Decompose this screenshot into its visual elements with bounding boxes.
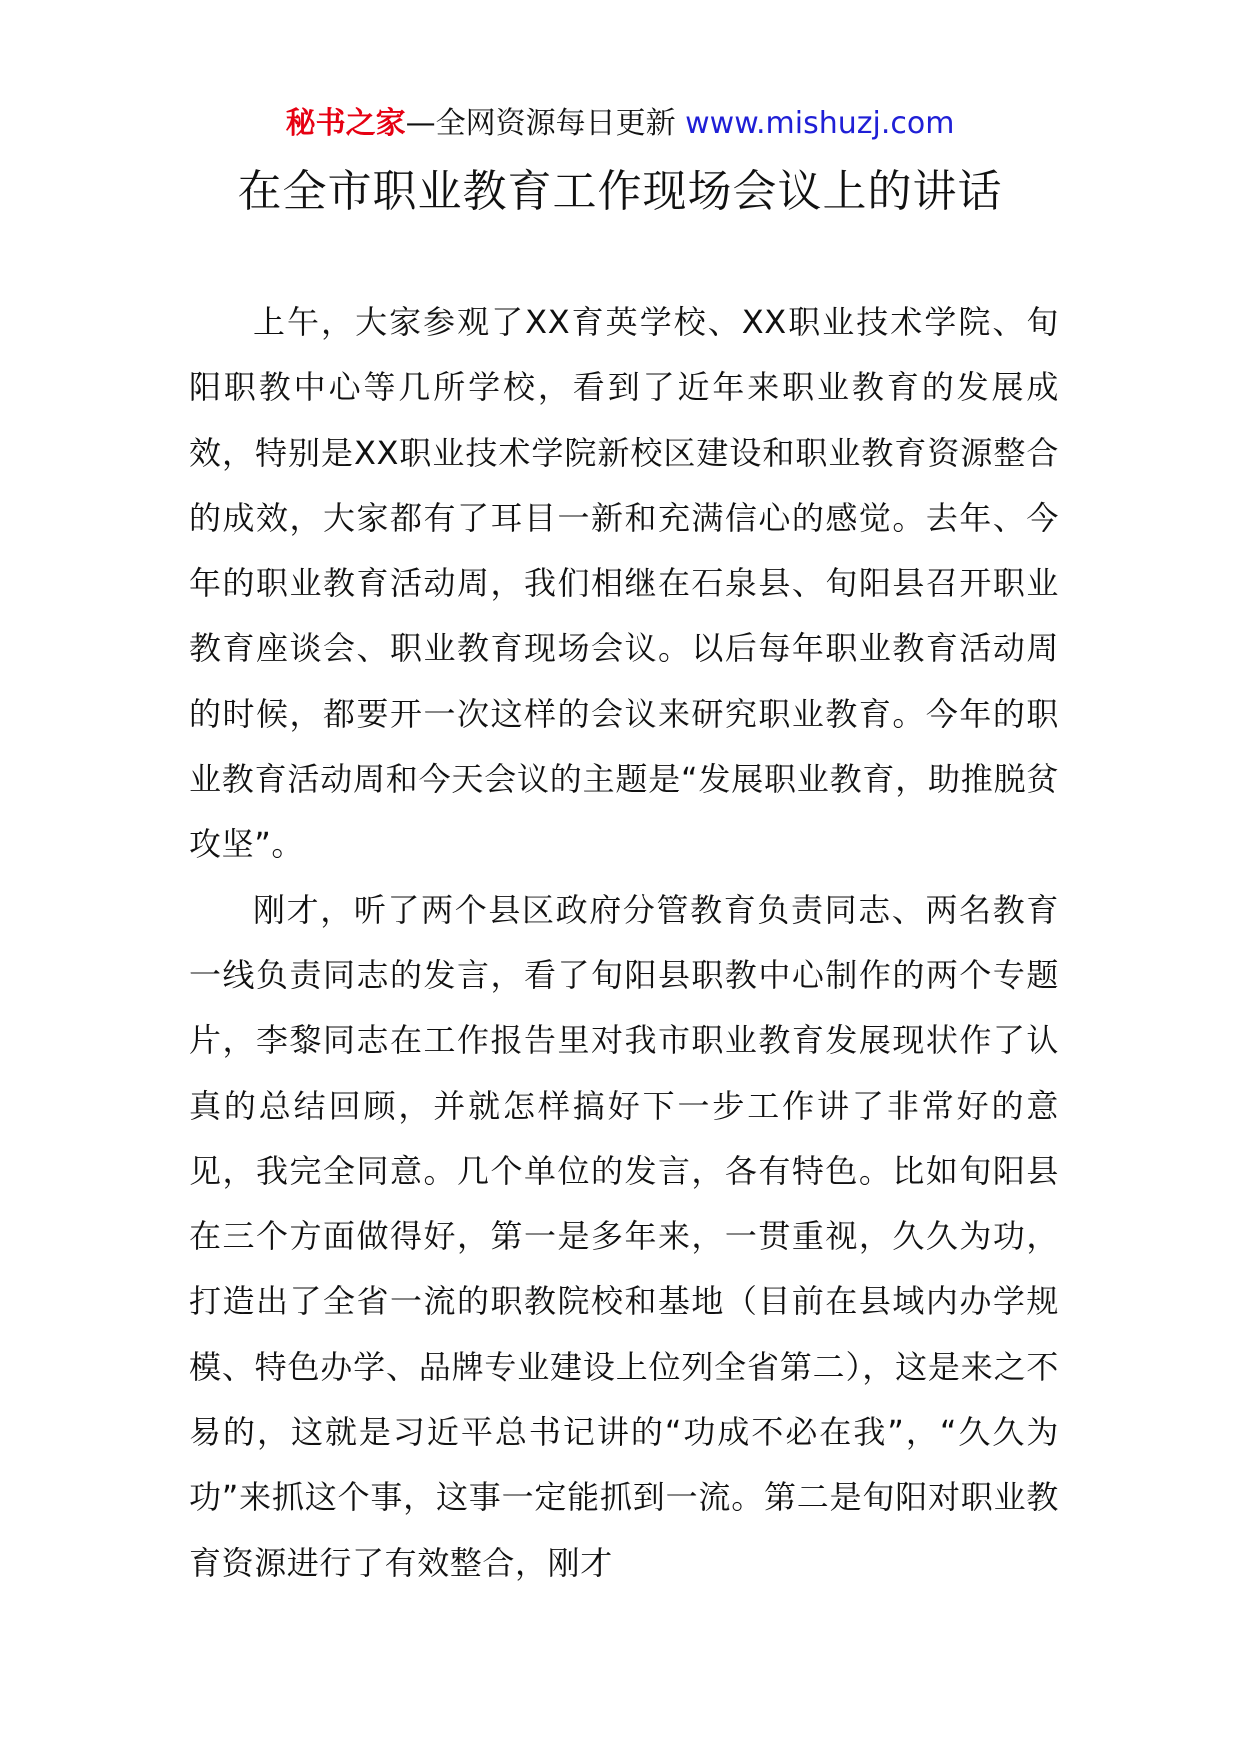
header-tagline: —全网资源每日更新 — [405, 106, 686, 141]
paragraph-2: 刚才，听了两个县区政府分管教育负责同志、两名教育一线负责同志的发言，看了旬阳县职教中心制作的两个专题片，李黎同志在工作报告里对我市职业教育发展现状作了认真的总结回顾，并就怎样搞好下一步工作讲了非常好的意见，我完全同意。几个单位的发言，各有特色。比如旬阳县在三个方面做得好，第一是多年来，一贯重视，久久为功，打造出了全省一流的职教院校和基地（目前在县域内办学规模、特色办学、品牌专业建设上位列全省第二），这是来之不易的，这就是习近平总书记讲的“功成不必在我”，“久久为功”来抓这个事，这事一定能抓到一流。第二是旬阳对职业教育资源进行了有效整合，刚才 — [189, 890, 1059, 1582]
document-title: 在全市职业教育工作现场会议上的讲话 — [237, 166, 1003, 217]
site-url-link[interactable]: www.mishuzj.com — [685, 106, 955, 141]
site-header — [0, 104, 1240, 144]
document-body — [189, 290, 1059, 1596]
paragraph-1: 上午，大家参观了XX育英学校、XX职业技术学院、旬阳职教中心等几所学校，看到了近年来职业教育的发展成效，特别是XX职业技术学院新校区建设和职业教育资源整合的成效，大家都有了耳目一新和充满信心的感觉。去年、今年的职业教育活动周，我们相继在石泉县、旬阳县召开职业教育座谈会、职业教育现场会议。以后每年职业教育活动周的时候，都要开一次这样的会议来研究职业教育。今年的职业教育活动周和今天会议的主题是“发展职业教育，助推脱贫攻坚”。 — [189, 303, 1059, 864]
brand-name: 秘书之家 — [285, 106, 406, 141]
